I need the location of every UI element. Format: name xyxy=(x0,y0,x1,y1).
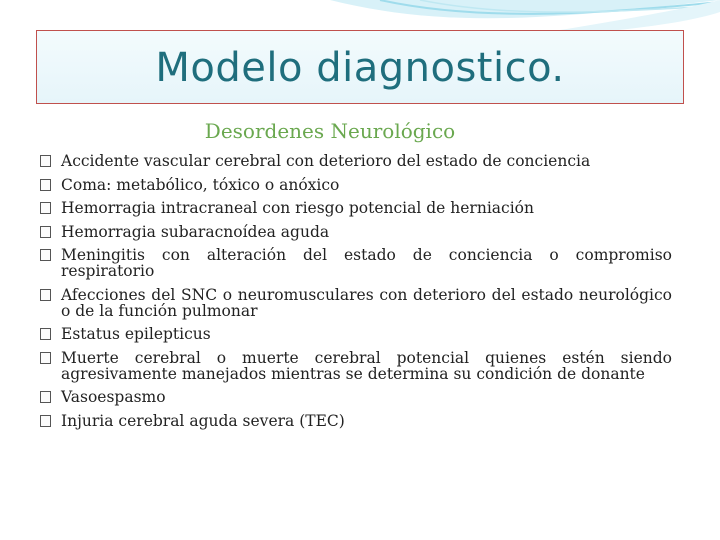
list-item-text: Meningitis con alteración del estado de conciencia o compromiso respiratorio xyxy=(61,246,672,280)
list-item-text: Hemorragia intracraneal con riesgo potencial de herniación xyxy=(61,199,534,217)
list-item-text: Muerte cerebral o muerte cerebral potencial quienes estén siendo agresivamente manejados mientras se determina su condición de donante xyxy=(61,348,672,383)
square-bullet-icon xyxy=(40,202,51,214)
square-bullet-icon xyxy=(40,226,51,238)
list-item-text: Coma: metabólico, tóxico o anóxico xyxy=(61,175,340,194)
square-bullet-icon xyxy=(40,179,51,191)
list-item xyxy=(40,224,672,240)
list-item xyxy=(40,350,672,382)
list-item-text: Estatus epilepticus xyxy=(61,325,211,343)
list-item-text: Hemorragia subaracnoídea aguda xyxy=(61,222,330,241)
title-box xyxy=(36,30,684,104)
list-item xyxy=(40,389,672,405)
square-bullet-icon xyxy=(40,391,51,403)
square-bullet-icon xyxy=(40,415,51,427)
square-bullet-icon xyxy=(40,289,51,301)
bullet-list xyxy=(40,153,672,436)
list-item xyxy=(40,177,672,193)
list-item-text: Afecciones del SNC o neuromusculares con deterioro del estado neurológico o de la función pulmonar xyxy=(61,285,672,320)
list-item xyxy=(40,287,672,319)
square-bullet-icon xyxy=(40,352,51,364)
slide-subtitle: Desordenes Neurológico xyxy=(204,119,456,143)
list-item-text: Accidente vascular cerebral con deterioro del estado de conciencia xyxy=(61,152,591,170)
square-bullet-icon xyxy=(40,155,51,167)
square-bullet-icon xyxy=(40,249,51,261)
list-item xyxy=(40,247,672,279)
list-item-text: Injuria cerebral aguda severa (TEC) xyxy=(61,411,345,430)
list-item xyxy=(40,413,672,429)
list-item xyxy=(40,200,672,216)
list-item xyxy=(40,326,672,342)
list-item-text: Vasoespasmo xyxy=(61,388,166,406)
square-bullet-icon xyxy=(40,328,51,340)
slide-title: Modelo diagnostico. xyxy=(155,45,565,91)
list-item xyxy=(40,153,672,169)
